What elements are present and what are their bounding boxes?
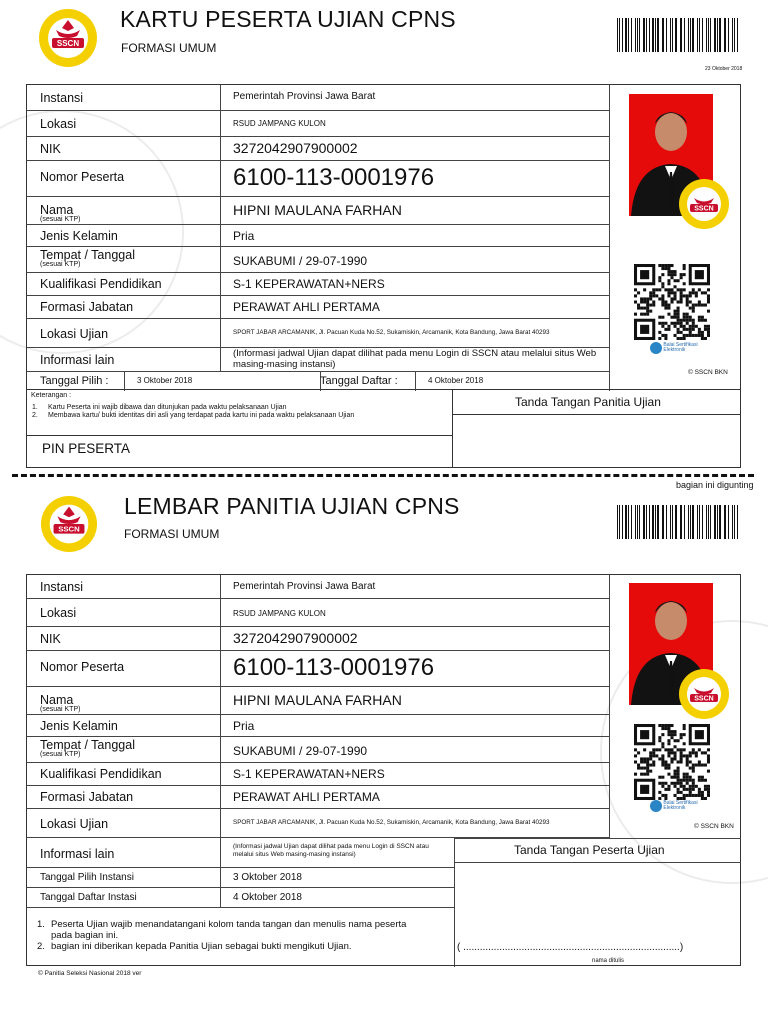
jenis-kelamin-label: Jenis Kelamin	[40, 719, 118, 733]
kualifikasi-value: S-1 KEPERAWATAN+NERS	[233, 277, 385, 291]
nik-value: 3272042907900002	[233, 140, 358, 156]
tgl-daftar-value: 4 Oktober 2018	[233, 892, 302, 903]
sign-line: ( ..............................................................................)	[457, 942, 684, 953]
formasi-value: PERAWAT AHLI PERTAMA	[233, 300, 380, 314]
nama-label: Nama	[40, 693, 74, 707]
nama-ditulis-label: nama ditulis	[592, 958, 625, 964]
qr-code	[634, 724, 710, 800]
lokasi-ujian-value: SPORT JABAR ARCAMANIK, Jl. Pacuan Kuda No.52, Sukamiskin, Arcamanik, Kota Bandung, Jawa Barat 40293	[233, 819, 550, 826]
tgl-daftar-label: Tanggal Daftar :	[320, 375, 398, 387]
lokasi-ujian-value: SPORT JABAR ARCAMANIK, Jl. Pacuan Kuda No.52, Sukamiskin, Arcamanik, Kota Bandung, Jawa Barat 40293	[233, 329, 550, 336]
nomor-peserta-label: Nomor Peserta	[40, 170, 125, 184]
barcode	[617, 18, 741, 52]
qr-code	[634, 264, 710, 340]
nama-note: (sesuai KTP)	[40, 706, 81, 713]
jenis-kelamin-value: Pria	[233, 719, 255, 733]
ttl-value: SUKABUMI / 29-07-1990	[233, 744, 368, 758]
formasi-label: Formasi Jabatan	[40, 300, 134, 314]
nik-value: 3272042907900002	[233, 630, 358, 646]
ttl-value: SUKABUMI / 29-07-1990	[233, 254, 368, 268]
kualifikasi-label: Kualifikasi Pendidikan	[40, 277, 162, 291]
sscn-logo	[38, 8, 98, 68]
nama-label: Nama	[40, 203, 74, 217]
lembar-subtitle: FORMASI UMUM	[124, 527, 220, 541]
svg-text:SSCN: SSCN	[694, 205, 714, 213]
kualifikasi-label: Kualifikasi Pendidikan	[40, 767, 162, 781]
bsre-badge: Balai Sertifikasi Elektronik	[650, 800, 703, 812]
cut-line	[12, 474, 754, 477]
nama-note: (sesuai KTP)	[40, 216, 81, 223]
nomor-peserta-value: 6100-113-0001976	[233, 164, 435, 191]
card-date: 23 Oktober 2018	[705, 66, 743, 72]
ttl-note: (sesuai KTP)	[40, 751, 81, 758]
formasi-value: PERAWAT AHLI PERTAMA	[233, 790, 380, 804]
ttl-label: Tempat / Tanggal	[40, 738, 135, 752]
bsre-badge: Balai Sertifikasi Elektronik	[650, 342, 703, 354]
ttd-peserta-label: Tanda Tangan Peserta Ujian	[514, 843, 665, 857]
lembar-notes	[37, 919, 417, 952]
keterangan-label: Keterangan :	[31, 392, 72, 399]
lokasi-value: RSUD JAMPANG KULON	[233, 119, 326, 128]
copyright: © SSCN BKN	[688, 369, 728, 376]
nomor-peserta-value: 6100-113-0001976	[233, 654, 435, 681]
sscn-stamp	[678, 668, 730, 720]
jenis-kelamin-label: Jenis Kelamin	[40, 229, 118, 243]
informasi-value: (Informasi jadwal Ujian dapat dilihat pada menu Login di SSCN atau melalui situs Web masing-masing instansi)	[233, 843, 429, 858]
informasi-label: Informasi lain	[40, 847, 115, 861]
sscn-stamp	[678, 178, 730, 230]
nama-value: HIPNI MAULANA FARHAN	[233, 692, 402, 708]
nama-value: HIPNI MAULANA FARHAN	[233, 202, 402, 218]
copyright: © SSCN BKN	[694, 823, 734, 830]
note-number: 2.	[32, 412, 38, 419]
note-number: 2.	[37, 941, 45, 952]
lokasi-value: RSUD JAMPANG KULON	[233, 609, 326, 618]
card-subtitle: FORMASI UMUM	[121, 41, 217, 55]
instansi-label: Instansi	[40, 91, 84, 105]
note-2: Membawa kartu/ bukti identitas diri asli yang terdapat pada kartu ini pada waktu pelaksanaan Ujian	[48, 412, 355, 419]
jenis-kelamin-value: Pria	[233, 229, 255, 243]
svg-text:SSCN: SSCN	[694, 695, 714, 703]
nik-label: NIK	[40, 142, 61, 156]
ttl-label: Tempat / Tanggal	[40, 248, 135, 262]
lokasi-ujian-label: Lokasi Ujian	[40, 817, 109, 831]
cut-label: bagian ini digunting	[676, 480, 754, 490]
sscn-logo	[40, 495, 98, 553]
formasi-label: Formasi Jabatan	[40, 790, 134, 804]
barcode	[617, 505, 741, 539]
svg-text:SSCN: SSCN	[56, 39, 80, 48]
tgl-daftar-value: 4 Oktober 2018	[428, 376, 484, 385]
pin-label: PIN PESERTA	[42, 441, 131, 456]
note-1: Peserta Ujian wajib menandatangani kolom tanda tangan dan menulis nama peserta pada bagian ini.	[51, 919, 407, 941]
lokasi-label: Lokasi	[40, 117, 77, 131]
bsre-icon	[650, 800, 662, 812]
tgl-pilih-value: 3 Oktober 2018	[137, 376, 193, 385]
pin-box	[26, 436, 453, 468]
informasi-label: Informasi lain	[40, 353, 115, 367]
lokasi-ujian-label: Lokasi Ujian	[40, 327, 109, 341]
lembar-title: LEMBAR PANITIA UJIAN CPNS	[124, 493, 460, 519]
note-number: 1.	[37, 919, 45, 930]
note-1: Kartu Peserta ini wajib dibawa dan ditunjukan pada waktu pelaksanaan Ujian	[48, 404, 287, 411]
nomor-peserta-label: Nomor Peserta	[40, 660, 125, 674]
ttl-note: (sesuai KTP)	[40, 261, 81, 268]
note-number: 1.	[32, 404, 38, 411]
informasi-value: (Informasi jadwal Ujian dapat dilihat pada menu Login di SSCN atau melalui situs Web masing-masing instansi)	[233, 348, 597, 370]
tgl-pilih-label: Tanggal Pilih :	[40, 375, 109, 387]
keterangan-box	[26, 390, 453, 436]
card-title: KARTU PESERTA UJIAN CPNS	[120, 6, 456, 32]
instansi-value: Pemerintah Provinsi Jawa Barat	[233, 581, 376, 592]
ttd-panitia-box	[453, 390, 741, 468]
note-2: bagian ini diberikan kepada Panitia Ujian sebagai bukti mengikuti Ujian.	[51, 941, 352, 952]
bsre-icon	[650, 342, 662, 354]
instansi-label: Instansi	[40, 580, 84, 594]
kualifikasi-value: S-1 KEPERAWATAN+NERS	[233, 767, 385, 781]
tgl-pilih-label: Tanggal Pilih Instansi	[40, 872, 134, 883]
footer: © Panitia Seleksi Nasional 2018 ver	[38, 970, 142, 977]
instansi-value: Pemerintah Provinsi Jawa Barat	[233, 91, 376, 102]
tgl-pilih-value: 3 Oktober 2018	[233, 872, 302, 883]
tgl-daftar-label: Tanggal Daftar Instasi	[40, 892, 137, 903]
ttd-panitia-label: Tanda Tangan Panitia Ujian	[515, 395, 661, 409]
nik-label: NIK	[40, 632, 61, 646]
svg-text:SSCN: SSCN	[58, 524, 80, 534]
lokasi-label: Lokasi	[40, 606, 77, 620]
